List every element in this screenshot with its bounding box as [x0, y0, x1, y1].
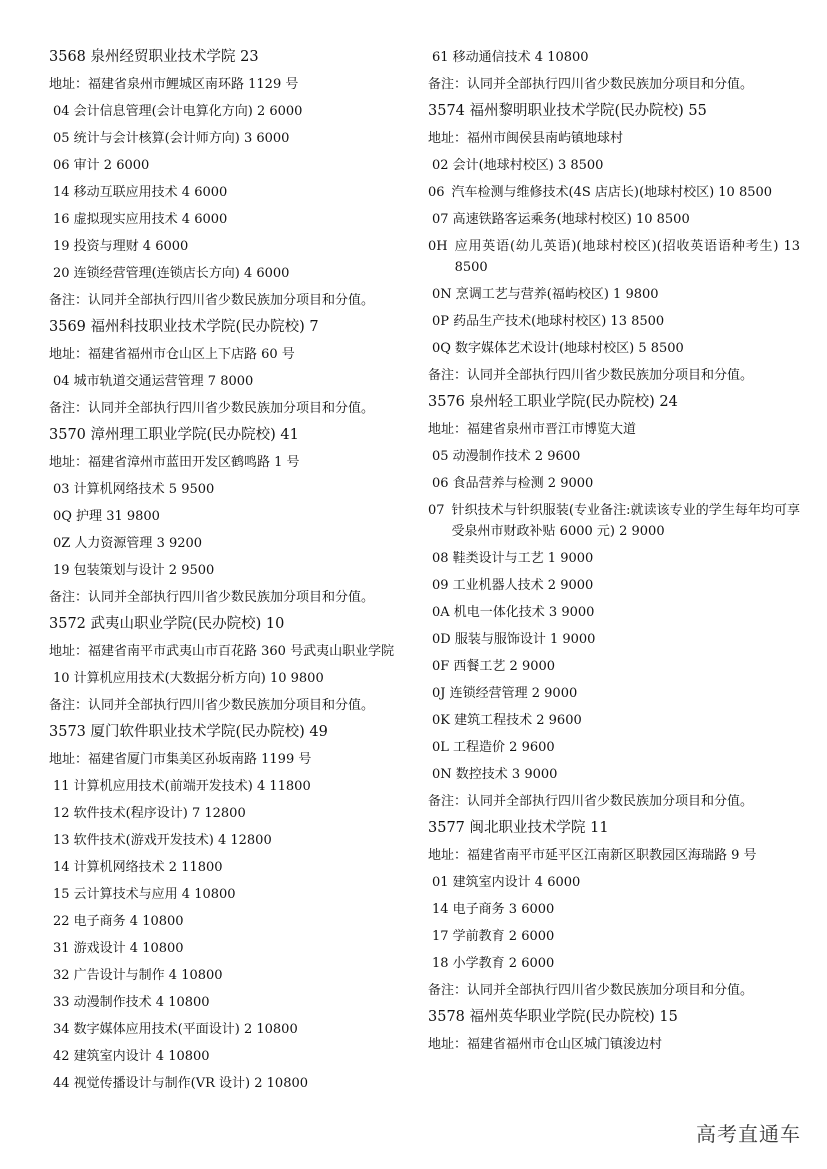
school-address: 地址：福建省南平市武夷山市百花路 360 号武夷山职业学院	[49, 644, 395, 659]
school-note: 备注：认同并全部执行四川省少数民族加分项目和分值。	[49, 590, 375, 605]
watermark: 高考直通车	[696, 1122, 801, 1146]
major-item: 07 高速铁路客运乘务(地球村校区) 10 8500	[432, 212, 690, 227]
school-address: 地址：福州市闽侯县南屿镇地球村	[428, 131, 624, 146]
major-item: 31 游戏设计 4 10800	[53, 941, 184, 956]
school-title: 3578 福州英华职业学院(民办院校) 15	[428, 1009, 678, 1025]
major-item: 14 移动互联应用技术 4 6000	[53, 185, 228, 200]
major-item: 18 小学教育 2 6000	[432, 956, 555, 971]
school-address: 地址：福建省漳州市蓝田开发区鹤鸣路 1 号	[49, 455, 300, 470]
major-item	[428, 497, 800, 545]
school-note: 备注：认同并全部执行四川省少数民族加分项目和分值。	[428, 794, 754, 809]
school-address: 地址：福建省福州市仓山区上下店路 60 号	[49, 347, 295, 362]
major-item: 42 建筑室内设计 4 10800	[53, 1049, 210, 1064]
major-item: 06 审计 2 6000	[53, 158, 150, 173]
major-item: 01 建筑室内设计 4 6000	[432, 875, 581, 890]
major-item: 05 统计与会计核算(会计师方向) 3 6000	[53, 131, 290, 146]
major-text: 汽车检测与维修技术(4S 店店长)(地球村校区) 10 8500	[451, 185, 773, 200]
school-note: 备注：认同并全部执行四川省少数民族加分项目和分值。	[428, 77, 754, 92]
major-text: 针织技术与针织服装(专业备注:就读该专业的学生每年均可享受泉州市财政补贴 6000 元) 2 9000	[451, 503, 800, 539]
major-item: 0Z 人力资源管理 3 9200	[53, 536, 203, 551]
major-item: 02 会计(地球村校区) 3 8500	[432, 158, 604, 173]
major-code: 0H	[428, 239, 448, 254]
major-item: 0F 西餐工艺 2 9000	[432, 659, 556, 674]
major-item: 12 软件技术(程序设计) 7 12800	[53, 806, 246, 821]
right-column	[428, 44, 800, 1058]
school-note: 备注：认同并全部执行四川省少数民族加分项目和分值。	[428, 983, 754, 998]
major-item: 13 软件技术(游戏开发技术) 4 12800	[53, 833, 272, 848]
major-item: 34 数字媒体应用技术(平面设计) 2 10800	[53, 1022, 298, 1037]
major-text: 应用英语(幼儿英语)(地球村校区)(招收英语语种考生) 13 8500	[454, 239, 800, 275]
school-note: 备注：认同并全部执行四川省少数民族加分项目和分值。	[49, 401, 375, 416]
school-title: 3576 泉州轻工职业学院(民办院校) 24	[428, 394, 678, 410]
school-note: 备注：认同并全部执行四川省少数民族加分项目和分值。	[49, 698, 375, 713]
major-item: 20 连锁经营管理(连锁店长方向) 4 6000	[53, 266, 290, 281]
major-item: 32 广告设计与制作 4 10800	[53, 968, 223, 983]
major-code: 06	[428, 185, 445, 200]
school-address: 地址：福建省泉州市鲤城区南环路 1129 号	[49, 77, 299, 92]
school-title: 3572 武夷山职业学院(民办院校) 10	[49, 616, 285, 632]
major-item: 08 鞋类设计与工艺 1 9000	[432, 551, 594, 566]
major-item: 11 计算机应用技术(前端开发技术) 4 11800	[53, 779, 311, 794]
major-item: 0Q 数字媒体艺术设计(地球村校区) 5 8500	[432, 341, 684, 356]
major-item: 04 会计信息管理(会计电算化方向) 2 6000	[53, 104, 303, 119]
major-item: 0K 建筑工程技术 2 9600	[432, 713, 582, 728]
major-item: 10 计算机应用技术(大数据分析方向) 10 9800	[53, 671, 324, 686]
school-note: 备注：认同并全部执行四川省少数民族加分项目和分值。	[428, 368, 754, 383]
major-item	[428, 233, 800, 281]
major-item: 0L 工程造价 2 9600	[432, 740, 555, 755]
school-address: 地址：福建省福州市仓山区城门镇浚边村	[428, 1037, 663, 1052]
major-item: 04 城市轨道交通运营管理 7 8000	[53, 374, 254, 389]
major-item: 0Q 护理 31 9800	[53, 509, 160, 524]
major-item: 0J 连锁经营管理 2 9000	[432, 686, 578, 701]
school-title: 3573 厦门软件职业技术学院(民办院校) 49	[49, 724, 328, 740]
major-item: 0A 机电一体化技术 3 9000	[432, 605, 595, 620]
major-item: 16 虚拟现实应用技术 4 6000	[53, 212, 228, 227]
major-item: 06 食品营养与检测 2 9000	[432, 476, 594, 491]
major-item: 0P 药品生产技术(地球村校区) 13 8500	[432, 314, 665, 329]
major-item: 15 云计算技术与应用 4 10800	[53, 887, 236, 902]
major-item: 19 包装策划与设计 2 9500	[53, 563, 215, 578]
major-code: 07	[428, 503, 445, 518]
school-address: 地址：福建省厦门市集美区孙坂南路 1199 号	[49, 752, 312, 767]
school-title: 3577 闽北职业技术学院 11	[428, 820, 609, 836]
major-item: 0N 烹调工艺与营养(福屿校区) 1 9800	[432, 287, 659, 302]
major-item: 33 动漫制作技术 4 10800	[53, 995, 210, 1010]
major-item: 61 移动通信技术 4 10800	[432, 50, 589, 65]
major-item	[428, 179, 800, 206]
major-item: 44 视觉传播设计与制作(VR 设计) 2 10800	[53, 1076, 309, 1091]
school-address: 地址：福建省泉州市晋江市博览大道	[428, 422, 637, 437]
major-item: 05 动漫制作技术 2 9600	[432, 449, 581, 464]
school-title: 3574 福州黎明职业技术学院(民办院校) 55	[428, 103, 707, 119]
major-item: 0D 服装与服饰设计 1 9000	[432, 632, 596, 647]
school-address: 地址：福建省南平市延平区江南新区职教园区海瑞路 9 号	[428, 848, 757, 863]
school-note: 备注：认同并全部执行四川省少数民族加分项目和分值。	[49, 293, 375, 308]
major-item: 03 计算机网络技术 5 9500	[53, 482, 215, 497]
major-item: 22 电子商务 4 10800	[53, 914, 184, 929]
major-item: 09 工业机器人技术 2 9000	[432, 578, 594, 593]
school-title: 3570 漳州理工职业学院(民办院校) 41	[49, 427, 299, 443]
major-item: 17 学前教育 2 6000	[432, 929, 555, 944]
major-item: 14 电子商务 3 6000	[432, 902, 555, 917]
school-title: 3568 泉州经贸职业技术学院 23	[49, 49, 259, 65]
major-item: 14 计算机网络技术 2 11800	[53, 860, 223, 875]
school-title: 3569 福州科技职业技术学院(民办院校) 7	[49, 319, 319, 335]
major-item: 0N 数控技术 3 9000	[432, 767, 558, 782]
major-item: 19 投资与理财 4 6000	[53, 239, 189, 254]
left-column	[49, 44, 414, 1097]
